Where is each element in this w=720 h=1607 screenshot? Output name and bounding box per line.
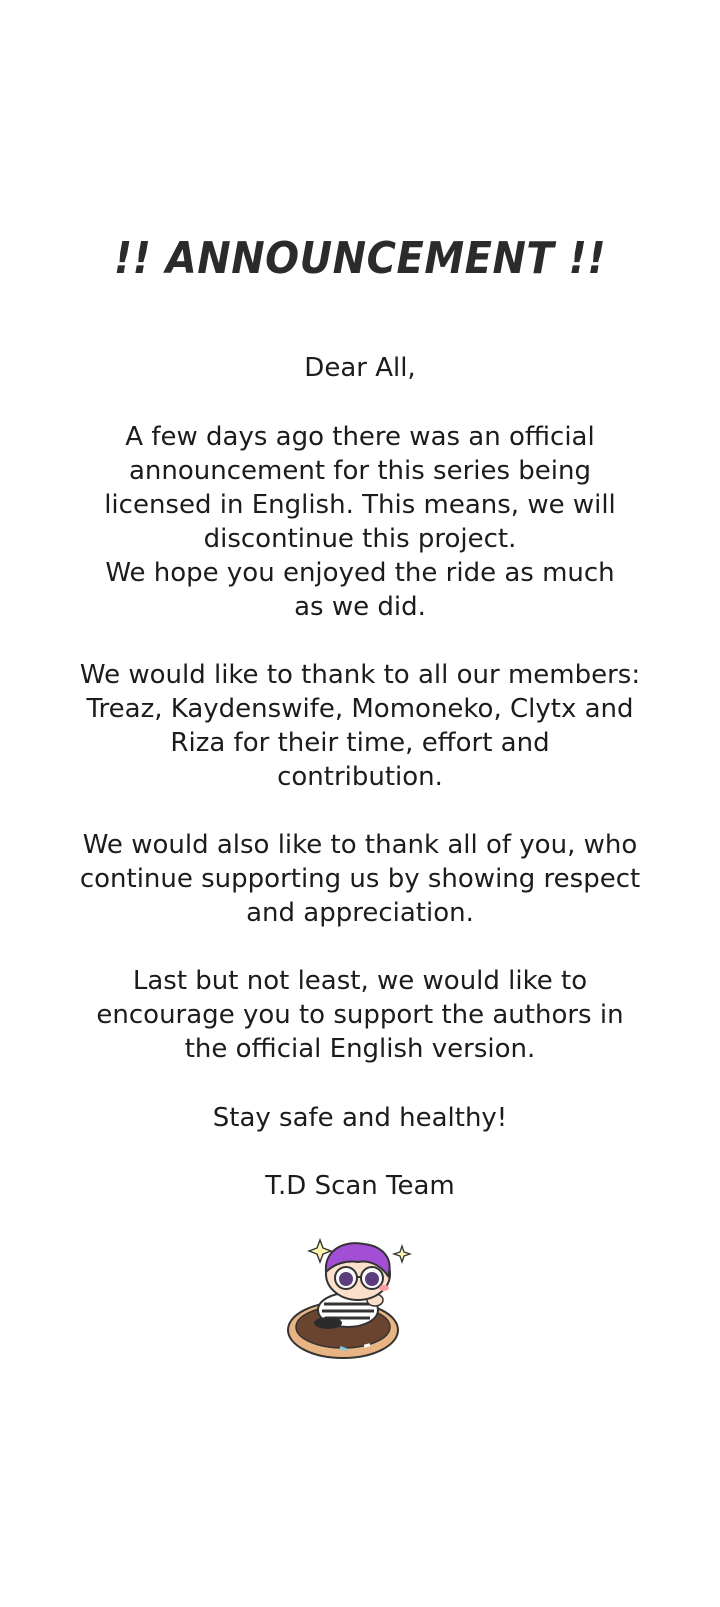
paragraph-line: Treaz, Kaydenswife, Momoneko, Clytx and [86, 694, 634, 724]
paragraph-line: continue supporting us by showing respect [79, 864, 641, 894]
sparkle-icon [394, 1246, 410, 1262]
paragraph-license-announcement [60, 420, 660, 624]
paragraph-line: announcement for this series being [129, 456, 591, 486]
paragraph-line: We would also like to thank all of you, who [82, 830, 638, 860]
paragraph-line: We hope you enjoyed the ride as much [105, 558, 615, 588]
paragraph-line: encourage you to support the authors in [96, 1000, 624, 1030]
paragraph-line: contribution. [277, 762, 443, 792]
paragraph-line: discontinue this project. [203, 524, 517, 554]
paragraph-line: Last but not least, we would like to [132, 966, 588, 996]
paragraph-thanks-members [60, 658, 660, 794]
team-signature: T.D Scan Team [265, 1171, 455, 1201]
paragraph-line: A few days ago there was an official [125, 422, 595, 452]
closing-line: Stay safe and healthy! [212, 1103, 508, 1133]
mascot-illustration [280, 1232, 420, 1362]
paragraph-line: the official English version. [184, 1034, 536, 1064]
paragraph-support-authors [60, 964, 660, 1066]
paragraph-line: licensed in English. This means, we will [104, 490, 616, 520]
paragraph-thanks-readers [60, 828, 660, 930]
greeting: Dear All, [304, 353, 416, 383]
announcement-title: !! ANNOUNCEMENT !! [113, 234, 607, 284]
paragraph-line: Riza for their time, effort and [170, 728, 550, 758]
paragraph-line: and appreciation. [246, 898, 474, 928]
paragraph-line: We would like to thank to all our members: [79, 660, 641, 690]
paragraph-line: as we did. [294, 592, 426, 622]
